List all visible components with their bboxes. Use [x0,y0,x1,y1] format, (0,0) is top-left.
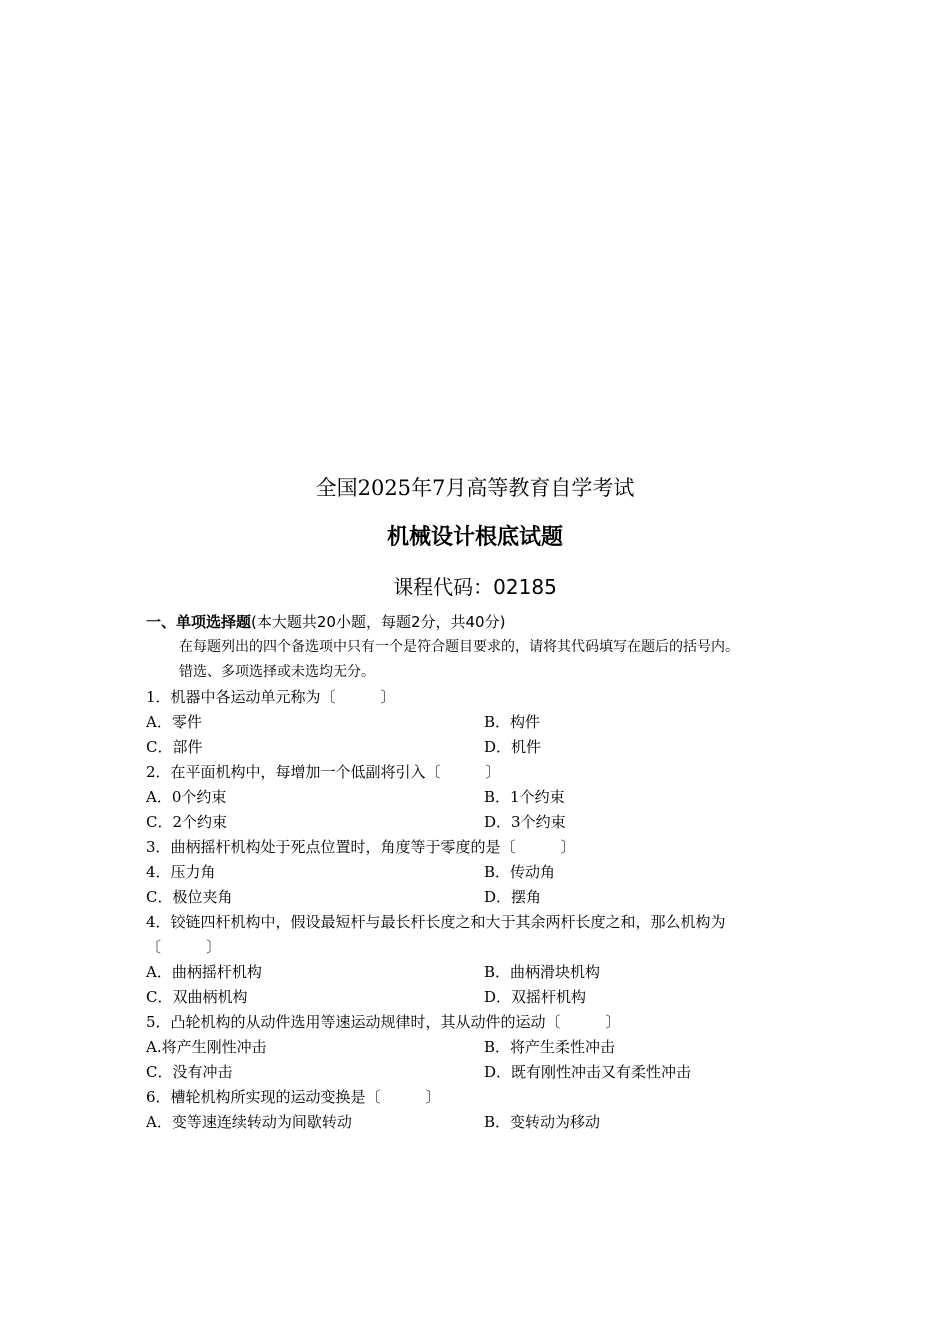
question-2-option-a: A．0个约束 [146,788,227,806]
question-3-option-d: D．摆角 [484,888,542,906]
exam-title: 全国2025年7月高等教育自学考试 [315,476,635,500]
course-code: 课程代码：02185 [393,575,557,599]
question-3-options-row-1 [146,860,826,885]
question-2-option-d: D．3个约束 [484,813,566,831]
question-2-options-row-1 [146,785,826,810]
question-6-stem: 6．槽轮机构所实现的运动变换是〔 〕 [146,1088,441,1106]
question-1-option-a: A．零件 [146,713,202,731]
question-4-stem: 4．铰链四杆机构中，假设最短杆与最长杆长度之和大于其余两杆长度之和，那么机构为〔 〕 [146,913,726,956]
question-1-option-d: D．机件 [484,738,542,756]
question-3-option-b: B．传动角 [484,863,556,881]
question-5-option-d: D．既有刚性冲击又有柔性冲击 [484,1063,692,1081]
question-4-option-c: C．双曲柄机构 [146,988,248,1006]
question-1-stem: 1．机器中各运动单元称为〔 〕 [146,688,396,706]
question-5-option-c: C．没有冲击 [146,1063,233,1081]
question-5-option-a: A.将产生刚性冲击 [146,1038,267,1056]
instruction-line-1: 在每题列出的四个备选项中只有一个是符合题目要求的，请将其代码填写在题后的括号内。 [179,639,739,655]
question-2-stem: 2．在平面机构中，每增加一个低副将引入〔 〕 [146,763,501,781]
question-3-options-row-2 [146,885,826,910]
subject-title: 机械设计根底试题 [386,525,563,550]
question-4-option-b: B．曲柄滑块机构 [484,963,601,981]
question-2-options-row-2 [146,810,826,835]
section-heading-note: (本大题共20小题，每题2分，共40分) [251,613,506,631]
section-heading [146,610,826,635]
question-4-options-row-1 [146,960,826,985]
question-1-option-b: B．构件 [484,713,541,731]
question-2-option-b: B．1个约束 [484,788,565,806]
question-3-stem: 3．曲柄摇杆机构处于死点位置时，角度等于零度的是〔 〕 [146,838,576,856]
question-4-option-a: A．曲柄摇杆机构 [146,963,262,981]
section-heading-label: 一、单项选择题 [146,613,252,631]
question-3-option-a: 4．压力角 [146,863,216,881]
instruction-line-2: 错选、多项选择或未选均无分。 [179,664,375,680]
question-2-option-c: C．2个约束 [146,813,228,831]
question-5-options-row-1 [146,1035,826,1060]
question-6-options-row-1 [146,1110,826,1135]
question-5-stem: 5．凸轮机构的从动件选用等速运动规律时，其从动件的运动〔 〕 [146,1013,621,1031]
question-5-option-b: B．将产生柔性冲击 [484,1038,616,1056]
question-5-options-row-2 [146,1060,826,1085]
question-6-option-a: A．变等速连续转动为间歇转动 [146,1113,352,1131]
question-3-option-c: C．极位夹角 [146,888,233,906]
question-4-options-row-2 [146,985,826,1010]
question-6-option-b: B．变转动为移动 [484,1113,601,1131]
question-1-options-row-1 [146,710,826,735]
question-list [146,610,826,1135]
question-1-option-c: C．部件 [146,738,203,756]
question-4-option-d: D．双摇杆机构 [484,988,587,1006]
question-1-options-row-2 [146,735,826,760]
